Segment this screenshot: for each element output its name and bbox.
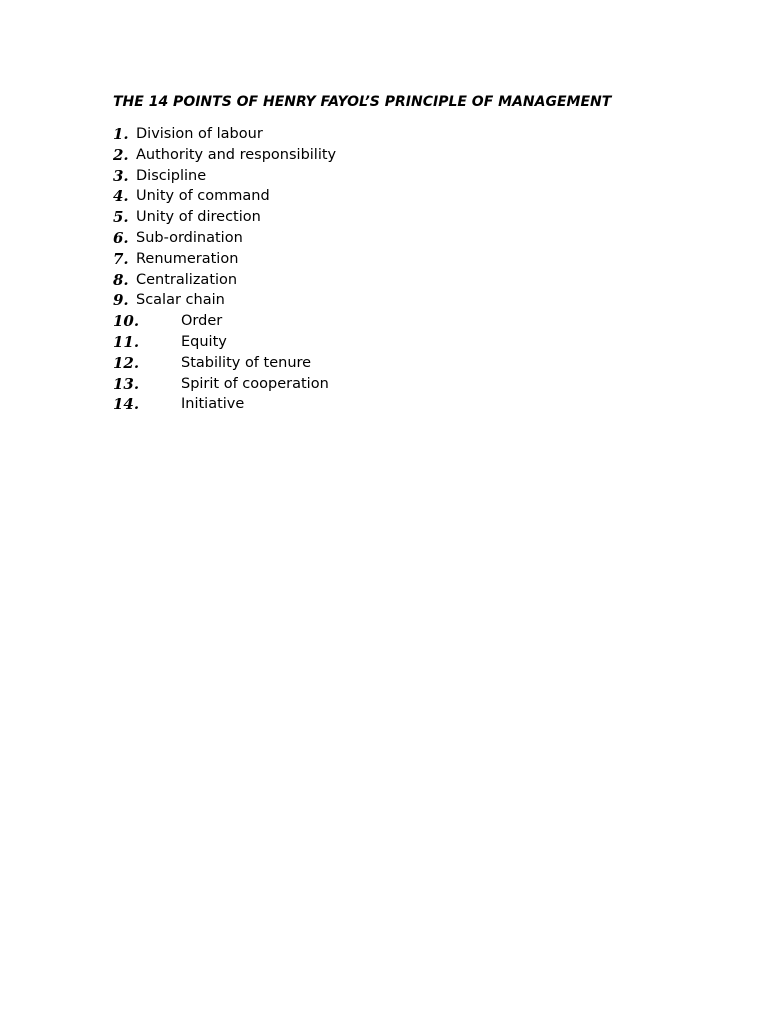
item-number: 7. — [113, 249, 129, 268]
item-text: Unity of direction — [136, 209, 261, 226]
item-text: Equity — [181, 333, 227, 350]
item-text: Division of labour — [136, 126, 263, 142]
document-title: THE 14 POINTS OF HENRY FAYOL’S PRINCIPLE OF MANAGEMENT — [113, 94, 612, 110]
item-number: 8. — [113, 270, 129, 289]
item-number: 3. — [113, 166, 129, 185]
item-text: Centralization — [136, 271, 238, 288]
item-number: 2. — [113, 145, 129, 164]
item-text: Spirit of cooperation — [181, 375, 329, 392]
item-number: 10. — [113, 312, 140, 331]
item-number: 6. — [113, 228, 129, 247]
item-text: Discipline — [136, 167, 207, 184]
item-number: 14. — [113, 395, 140, 414]
item-number: 12. — [113, 353, 140, 372]
item-text: Unity of command — [136, 188, 270, 205]
item-text: Sub-ordination — [136, 229, 243, 246]
item-number: 5. — [113, 208, 129, 227]
item-number: 9. — [113, 291, 129, 310]
item-text: Renumeration — [136, 250, 239, 267]
item-text: Authority and responsibility — [136, 146, 337, 163]
item-text: Stability of tenure — [181, 354, 312, 371]
item-text: Scalar chain — [136, 292, 225, 309]
item-text: Initiative — [181, 396, 245, 413]
item-number: 11. — [113, 332, 140, 351]
item-number: 4. — [113, 187, 129, 206]
item-number: 1. — [113, 125, 129, 143]
item-number: 13. — [113, 374, 140, 393]
item-text: Order — [181, 313, 223, 330]
